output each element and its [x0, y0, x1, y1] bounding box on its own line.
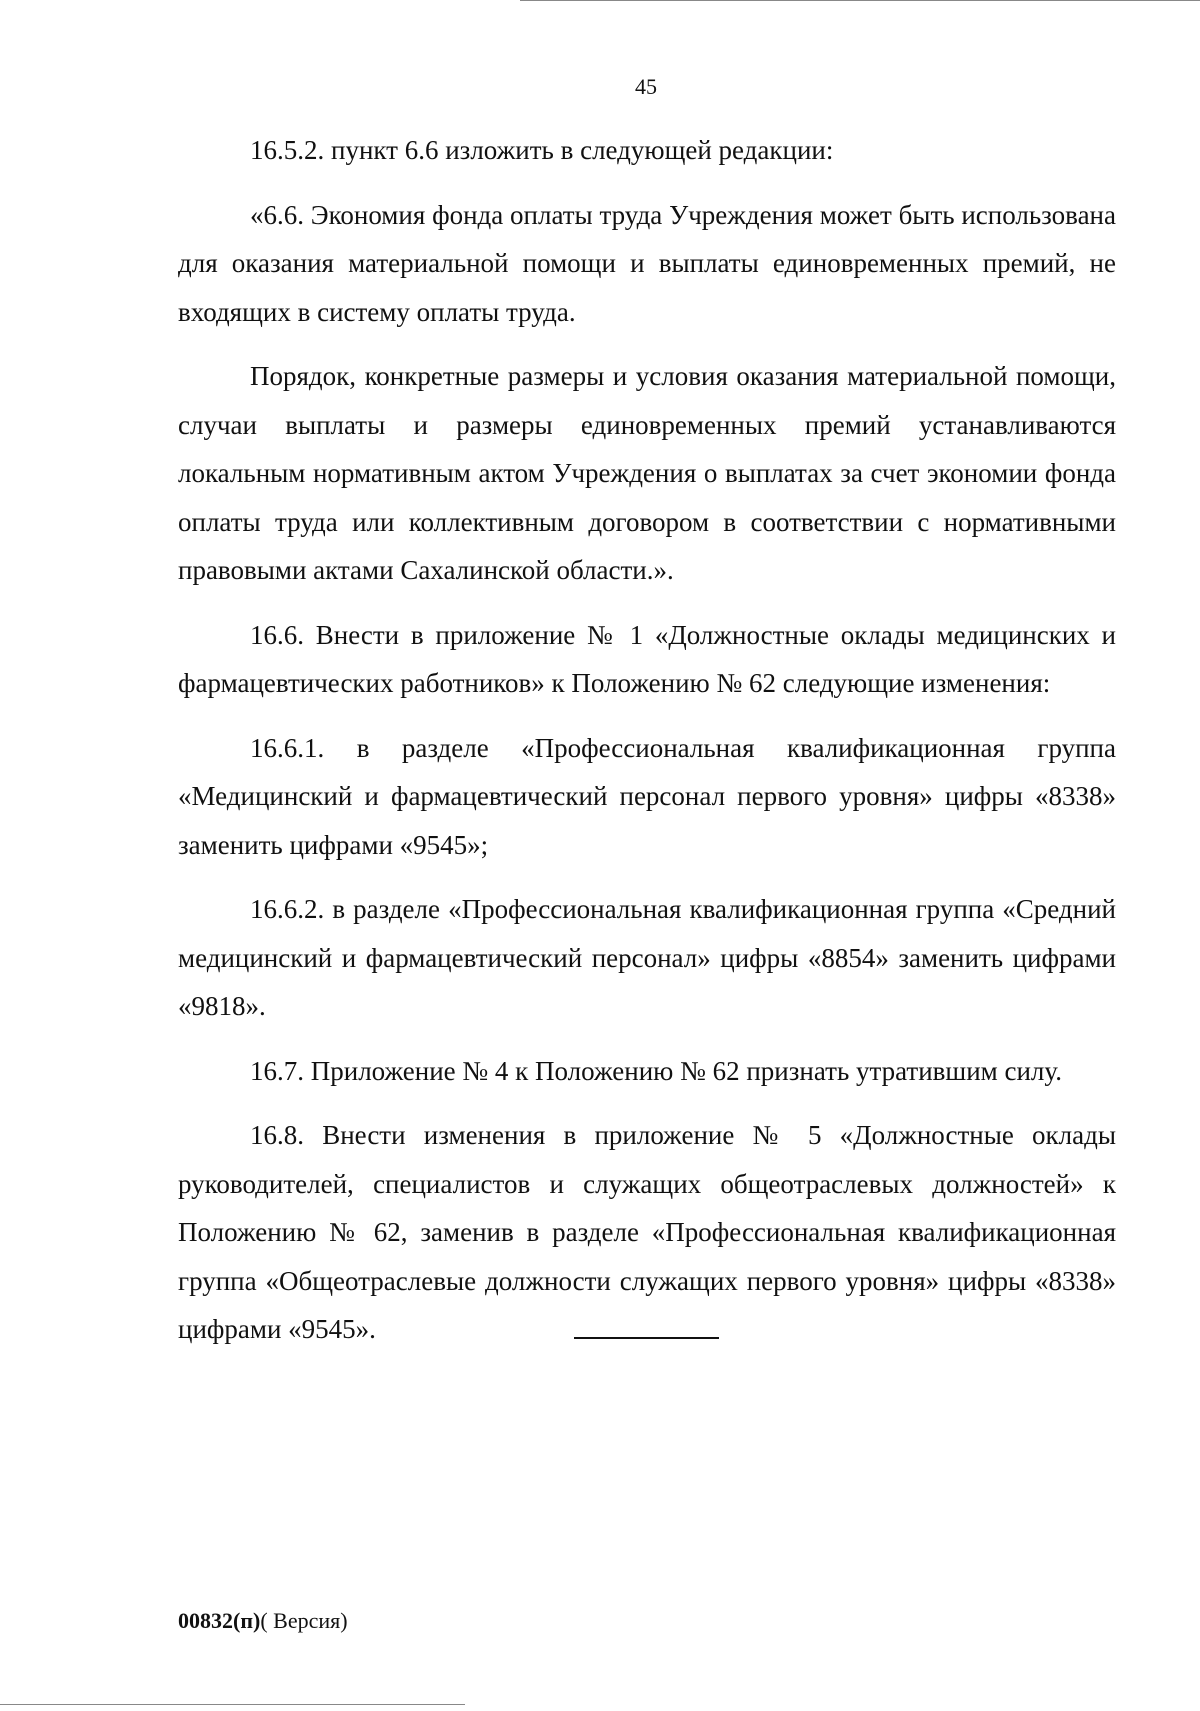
- footer-code: 00832(п): [178, 1608, 261, 1633]
- paragraph-16-6-2: 16.6.2. в разделе «Профессиональная квалификационная группа «Средний медицинский и фармацевтический персонал» цифры «8854» заменить цифрами «9818».: [178, 894, 1116, 1021]
- paragraph-6-6: «6.6. Экономия фонда оплаты труда Учреждения может быть использована для оказания материальной помощи и выплаты единовременных премий, не входящих в систему оплаты труда.: [178, 199, 1116, 327]
- scan-edge-top: [520, 0, 1200, 1]
- paragraph-16-6-1: 16.6.1. в разделе «Профессиональная квалификационная группа «Медицинский и фармацевтический персонал первого уровня» цифры «8338» заменить цифрами «9545»;: [178, 732, 1116, 860]
- page-number: 45: [635, 74, 657, 99]
- paragraph-16-5-2: 16.5.2. пункт 6.6 изложить в следующей редакции:: [250, 135, 834, 165]
- footer-version: ( Версия): [260, 1608, 348, 1633]
- footer-document-code: [178, 1608, 348, 1634]
- document-body: [178, 126, 1116, 1354]
- paragraph-order: Порядок, конкретные размеры и условия оказания материальной помощи, случаи выплаты и размеры единовременных премий устанавливаются локальным нормативным актом Учреждения о выплатах за счет экономии фонда оплаты труда или коллективным договором в соответствии с нормативными правовыми актами Сахалинской области.».: [178, 361, 1116, 585]
- end-separator-line: [574, 1337, 719, 1339]
- paragraph-16-6: 16.6. Внести в приложение № 1 «Должностные оклады медицинских и фармацевтических работников» к Положению № 62 следующие изменения:: [178, 619, 1116, 698]
- paragraph-16-8: 16.8. Внести изменения в приложение № 5 «Должностные оклады руководителей, специалистов и служащих общеотраслевых должностей» к Положению № 62, заменив в разделе «Профессиональная квалификационная группа «Общеотраслевые должности служащих первого уровня» цифры «8338» цифрами «9545».: [178, 1120, 1116, 1344]
- scan-edge-bottom: [0, 1704, 465, 1705]
- paragraph-16-7: 16.7. Приложение № 4 к Положению № 62 признать утратившим силу.: [250, 1055, 1062, 1086]
